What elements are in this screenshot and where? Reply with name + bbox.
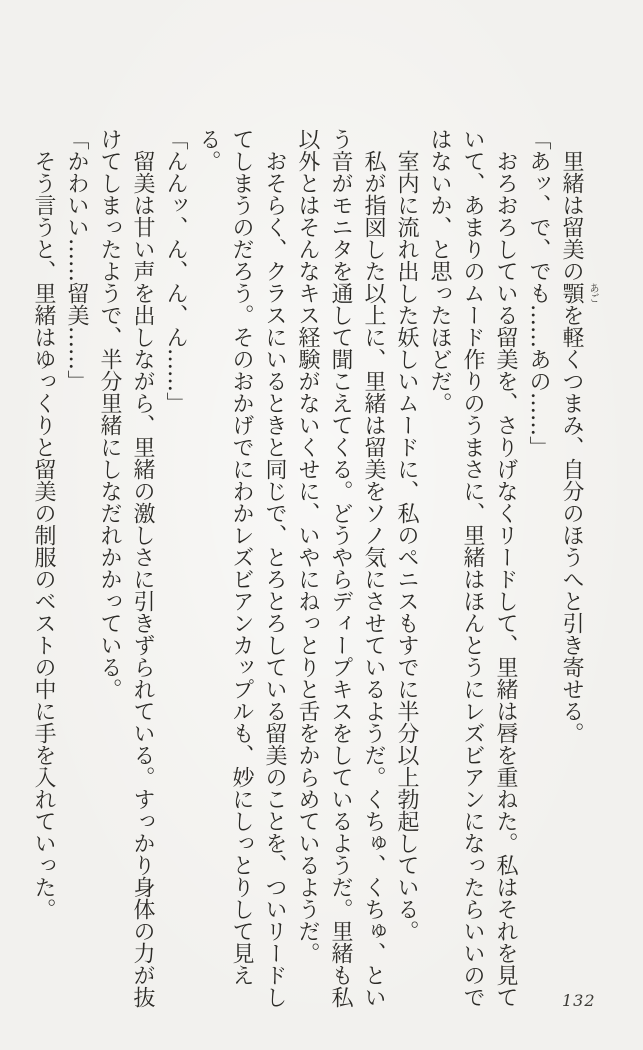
paragraph-2-dialogue: 「あッ、で、でも……あの……」 [526,128,551,458]
furigana-text: あご [587,283,598,303]
ruby-annotated-word [559,282,598,304]
paragraph-5: 私が指図した以上に、里緒は留美をソノ気にさせているようだ。くちゅ、くちゅ、という音がモニタを通して聞こえてくる。どうやらディープキスをしているようだ。里緒も私以外とはそんなキス経験がないくせに、いやにねっとりと舌をからめているようだ。 [295,128,386,1008]
paragraph-9-dialogue: 「かわいい……留美……」 [64,128,89,392]
paragraph-7-dialogue: 「んんッ、ん、ん、ん……」 [163,128,188,414]
paragraph-1-pre: 里緒は留美の [559,128,584,282]
page-number: 132 [562,991,596,1010]
paragraph-8: 留美は甘い声を出しながら、里緒の激しさに引きずられている。すっかり身体の力が抜けてしまったようで、半分里緒にしなだれかかっている。 [97,128,155,1008]
paragraph-4: 室内に流れ出した妖しいムードに、私のペニスもすでに半分以上勃起している。 [394,128,419,942]
paragraph-10: そう言うと、里緒はゆっくりと留美の制服のベストの中に手を入れていった。 [31,128,56,920]
page-text [27,128,598,1008]
paragraph-3: おろおろしている留美を、さりげなくリードして、里緒は唇を重ねた。私はそれを見ていて、あまりのムード作りのうまさに、里緒はほんとうにレズビアンになったらいいのではないか、と思ったほどだ。 [427,128,518,1008]
paragraph-6: おそらく、クラスにいるときと同じで、とろとろしている留美のことを、ついリードしてしまうのだろう。そのおかげでにわかレズビアンカップルも、妙にしっとりして見える。 [196,128,287,1008]
paragraph-1 [555,128,598,1008]
ruby-base: 顎 [559,282,584,304]
paragraph-1-post: を軽くつまみ、自分のほうへと引き寄せる。 [559,304,584,744]
